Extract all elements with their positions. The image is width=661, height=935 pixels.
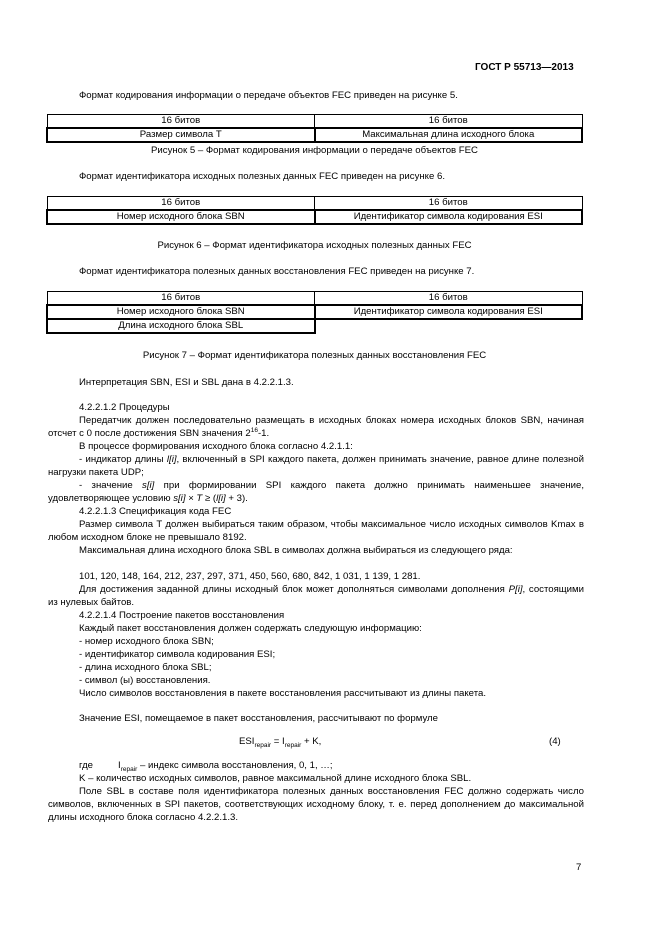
repair-item-symbols: - символ (ы) восстановления. (79, 675, 211, 686)
section-4-2-2-1-2-title: 4.2.2.1.2 Процедуры (79, 402, 170, 413)
fig6-sbn: Номер исходного блока SBN (47, 210, 315, 224)
fig7-empty-cell (315, 319, 583, 333)
procedures-paragraph-2: В процессе формирования исходного блока согласно 4.2.1.1: (79, 441, 353, 452)
intro-fig5: Формат кодирования информации о передаче объектов FEC приведен на рисунке 5. (79, 90, 458, 101)
fig7-bits-left: 16 битов (47, 292, 315, 306)
esi-formula: $ESI_{repair} = I_{repair} + K$, (239, 736, 322, 749)
fec-spec-paragraph-1: Размер символа T должен выбираться таким образом, чтобы максимальное число исходных символов Kmax в любом исходном блоке не превышало 8192. (48, 519, 584, 543)
repair-item-sbn: - номер исходного блока SBN; (79, 636, 214, 647)
figure-5-table (46, 114, 583, 143)
procedures-bullet-1: - индикатор длины l[i], включенный в SPI каждого пакета, должен принимать значение, равное длине полезной нагрузки пакета UDP; (48, 454, 585, 478)
procedures-bullet-2: - значение s[i] при формировании SPI каждого пакета должно принимать наименьшее значение, удовлетворяющее условию s[i] × T ≥ (l[i] + 3). (48, 480, 584, 504)
figure-6-table (46, 196, 583, 225)
section-4-2-2-1-3-title: 4.2.2.1.3 Спецификация кода FEC (79, 506, 232, 517)
procedures-paragraph-1: Передатчик должен последовательно размещать в исходных блоках номера исходных блоков SBN, начиная отсчет с 0 после достижения SBN значения $2^{16}-1$. (48, 415, 584, 439)
interpretation-note: Интерпретация SBN, ESI и SBL дана в 4.2.2.1.3. (79, 377, 294, 388)
intro-fig6: Формат идентификатора исходных полезных данных FEC приведен на рисунке 6. (79, 171, 445, 182)
figure-7-table (46, 291, 583, 334)
fec-spec-series: 101, 120, 148, 164, 212, 237, 297, 371, 450, 560, 680, 842, 1 031, 1 139, 1 281. (79, 571, 421, 582)
fig7-bits-right: 16 битов (315, 292, 583, 306)
fig5-bits-right: 16 битов (315, 115, 583, 129)
figure-6-caption: Рисунок 6 – Формат идентификатора исходных полезных данных FEC (157, 240, 472, 251)
intro-fig7: Формат идентификатора полезных данных восстановления FEC приведен на рисунке 7. (79, 266, 475, 277)
fig6-bits-right: 16 битов (315, 197, 583, 211)
repair-item-esi: - идентификатор символа кодирования ESI; (79, 649, 276, 660)
where-line: где $I_{repair}$ – индекс символа восстановления, 0, 1, …; (79, 760, 333, 773)
fig7-esi: Идентификатор символа кодирования ESI (315, 305, 583, 319)
repair-packet-paragraph-1: Каждый пакет восстановления должен содержать следующую информацию: (79, 623, 422, 634)
fig6-bits-left: 16 битов (47, 197, 315, 211)
final-paragraph: Поле SBL в составе поля идентификатора полезных данных восстановления FEC должно содержать число символов, включенных в SPI пакетов, соответствующих исходному блоку, т. е. перед дополнением до максимальной длины исходного блока согласно 4.2.2.1.3. (48, 786, 584, 823)
fig6-esi: Идентификатор символа кодирования ESI (315, 210, 583, 224)
fec-spec-paragraph-2: Максимальная длина исходного блока SBL в символах должна выбираться из следующего ряда: (79, 545, 513, 556)
esi-formula-intro: Значение ESI, помещаемое в пакет восстановления, рассчитывают по формуле (79, 713, 438, 724)
figure-5-caption: Рисунок 5 – Формат кодирования информации о передаче объектов FEC (151, 145, 478, 156)
fig5-max-block-length: Максимальная длина исходного блока (315, 128, 583, 142)
fig5-bits-left: 16 битов (47, 115, 315, 129)
figure-7-caption: Рисунок 7 – Формат идентификатора полезных данных восстановления FEC (142, 350, 487, 361)
formula-number: (4) (549, 736, 561, 747)
where-k-line: K – количество исходных символов, равное максимальной длине исходного блока SBL. (79, 773, 472, 784)
section-4-2-2-1-4-title: 4.2.2.1.4 Построение пакетов восстановления (79, 610, 285, 621)
fec-spec-paragraph-3: Для достижения заданной длины исходный блок может дополняться символами дополнения P[i], состоящими из нулевых байтов. (48, 584, 584, 608)
repair-item-sbl: - длина исходного блока SBL; (79, 662, 212, 673)
fig7-sbl: Длина исходного блока SBL (47, 319, 315, 333)
fig7-sbn: Номер исходного блока SBN (47, 305, 315, 319)
repair-packet-paragraph-2: Число символов восстановления в пакете восстановления рассчитывают из длины пакета. (79, 688, 486, 699)
fig5-symbol-size: Размер символа T (47, 128, 315, 142)
document-header: ГОСТ Р 55713—2013 (475, 62, 574, 73)
page-number: 7 (576, 862, 582, 873)
